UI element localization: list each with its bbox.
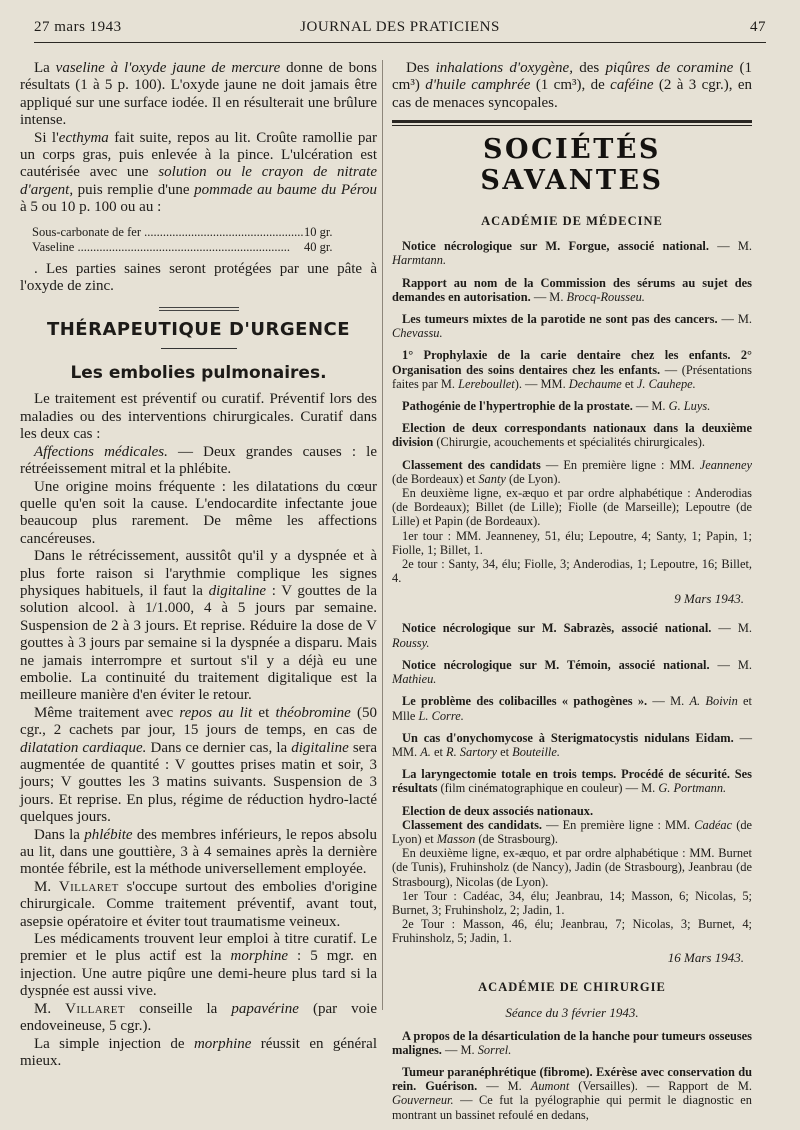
article-title: Les embolies pulmonaires. — [70, 363, 327, 384]
entry: Notice nécrologique sur M. Témoin, associé national. — M. Mathieu. — [392, 657, 752, 687]
section-banner: SOCIÉTÉS SAVANTES — [480, 134, 664, 197]
session-date: 9 Mars 1943. — [674, 591, 744, 607]
entry: La laryngectomie totale en trois temps. Procédé de sécurité. Ses résultats (film cinématographique en couleur) — M. G. Portmann. — [392, 767, 752, 796]
classement-block — [392, 458, 752, 586]
entry: Election de deux correspondants nationaux dans la deuxième division (Chirurgie, acouchements et spécialités chirurgicales). — [392, 421, 752, 450]
entry: Classement des candidats. — En première ligne : MM. Cadéac (de Lyon) et Masson (de Strasbourg). — [392, 817, 753, 846]
paragraph-morphine: La simple injection de morphine réussit en général mieux. — [20, 1035, 377, 1069]
paragraph-intro: Le traitement est préventif ou curatif. Préventif lors des maladies ou des interventions chirurgicales. Curatif dans les deux cas : — [20, 391, 377, 443]
paragraph-inhalations: Des inhalations d'oxygène, des piqûres de coramine (1 cm³) d'huile camphrée (1 cm³), de caféine (2 à 3 cgr.), en cas de menaces syncopales. — [392, 60, 753, 111]
paragraph-villaret-1: M. Villaret s'occupe surtout des embolies d'origine chirurgicale. Comme traitement préventif, avant tout, asepsie opératoire et éviter tout traumatisme veineux. — [20, 878, 377, 930]
session-date: 16 Mars 1943. — [667, 949, 744, 965]
classement-block — [392, 804, 752, 946]
paragraph-ecthyma: Si l'ecthyma fait suite, repos au lit. Croûte ramollie par un corps gras, puis enlevée à la pince. L'ulcération est cautérisée avec une solution ou le crayon de nitrate d'argent, puis remplie d'une pommade au baume du Pérou à 5 ou 10 p. 100 ou au : — [20, 129, 377, 216]
section-title-rule — [161, 348, 237, 349]
academy-heading: ACADÉMIE DE CHIRURGIE — [478, 979, 666, 994]
entry: A propos de la désarticulation de la hanche pour tumeurs osseuses malignes. — M. Sorrel. — [392, 1028, 752, 1057]
banner-top-rule — [392, 120, 752, 123]
entry: Un cas d'onychomycose à Sterigmatocystis nidulans Eidam. — MM. A. et R. Sartory et Bouteille. — [392, 730, 752, 759]
entry-detail: En deuxième ligne, ex-æquo, et par ordre alphabétique : MM. Burnet (de Tunis), Fruhinsholz (de Nancy), Jadin (de Strasbourg), Jeanbrau (de Strasbourg), Nicolas (de Lyon). — [392, 846, 752, 889]
prescription-list — [32, 225, 377, 255]
paragraph-retrecissement: Dans le rétrécissement, aussitôt qu'il y a dyspnée et à plus forte raison si l'arythmie complique les signes physiques habituels, il faut la digitaline : V gouttes de la solution alcool. à 1/1.000, 4 à 5 jours par semaine. Suspension de 2 à 3 jours. Et reprise. Réduire la dose de V gouttes à 3 jours par semaine si la dyspnée a disparu. Mais ne jamais interrompre et surtout s'il y a déjà eu une embolie. La continuité du traitement digitalique est la meilleure manière d'en éviter le retour. — [20, 548, 377, 704]
academy-heading: ACADÉMIE DE MÉDECINE — [481, 214, 663, 229]
section-title: THÉRAPEUTIQUE D'URGENCE — [46, 319, 351, 341]
prescription-line: Sous-carbonate de fer ..... 10 gr. — [32, 225, 377, 240]
paragraph-zinc: . Les parties saines seront protégées par une pâte à l'oxyde de zinc. — [20, 260, 377, 295]
paragraph-medicaments: Les médicaments trouvent leur emploi à titre curatif. Le premier et le plus actif est la morphine : 5 mgr. en injection. Une autre piqûre une demi-heure plus tard si la dyspnée est aussi vive. — [20, 931, 377, 1000]
paragraph-phlebite: Dans la phlébite des membres inférieurs, le repos absolu au lit, dans une gouttière, 3 à 4 semaines après la dernière montée fébrile, est la méthode universellement employée. — [20, 826, 378, 878]
paragraph-villaret-2: M. Villaret conseille la papavérine (par voie endoveineuse, 5 cgr.). — [20, 1000, 377, 1035]
session-heading: Séance du 3 février 1943. — [505, 1004, 639, 1020]
entry: Notice nécrologique sur M. Forgue, associé national. — M. Harmtann. — [392, 239, 753, 268]
header-page-number: 47 — [750, 19, 766, 35]
entry: Tumeur paranéphrétique (fibrome). Exérèse avec conservation du rein. Guérison. — M. Aumont (Versailles). — Rapport de M. Gouverneur. — Ce fut la pyélographie qui permit le diagnostic en montrant un bassinet refoulé en dedans, — [392, 1064, 752, 1122]
entry-detail: 2e Tour : Masson, 46, élu; Jeanbrau, 7; Nicolas, 3; Burnet, 4; Fruhinsholz, 5; Jadin, 1. — [392, 917, 752, 946]
paragraph-affections: Affections médicales. — Deux grandes causes : le rétréeissement mitral et la phlébite. — [20, 443, 377, 478]
section-ornament-rule — [159, 307, 239, 311]
header-date: 27 mars 1943 — [34, 19, 122, 35]
right-column — [392, 60, 752, 1130]
entry: Le problème des colibacilles « pathogènes ». — M. A. Boivin et Mlle L. Corre. — [392, 694, 752, 723]
banner-top-rule-thin — [392, 125, 752, 126]
entry: Rapport au nom de la Commission des sérums au sujet des demandes en autorisation. — M. Brocq-Rousseu. — [392, 275, 752, 304]
entry: Pathogénie de l'hypertrophie de la prostate. — M. G. Luys. — [402, 399, 711, 414]
entry: Election de deux associés nationaux. — [402, 803, 594, 818]
entry-detail: 1er tour : MM. Jeanneney, 51, élu; Lepoutre, 4; Santy, 1; Papin, 1; Fiolle, 1; Billet, 1. — [392, 528, 752, 557]
left-column — [20, 60, 377, 1070]
column-divider — [382, 60, 383, 1010]
paragraph-origin: Une origine moins fréquente : les dilatations du cœur quelle qu'en soit la cause. L'endocardite infectante joue beaucoup plus rarement. De même les affections cancéreuses. — [20, 478, 377, 547]
prescription-line: Vaseline ..... 40 gr. — [32, 240, 377, 255]
entry-detail: En deuxième ligne, ex-æquo et par ordre alphabétique : Anderodias (de Bordeaux); Billet (de Lille); Fiolle (de Marseille); Lepoutre (de Lille) et Papin (de Bordeaux). — [392, 486, 752, 529]
entry: 1° Prophylaxie de la carie dentaire chez les enfants. 2° Organisation des soins dentaires chez les enfants. — (Présentations faites par M. Lereboullet). — MM. Dechaume et J. Cauhepe. — [392, 348, 752, 391]
entry-detail: 2e tour : Santy, 34, élu; Fiolle, 3; Anderodias, 1; Lepoutre, 16; Billet, 4. — [392, 557, 752, 586]
paragraph-meme-traitement: Même traitement avec repos au lit et théobromine (50 cgr., 2 cachets par jour, 15 jours de temps, en cas de dilatation cardiaque. Dans ce dernier cas, la digitaline sera augmentée de quantité : V gouttes prises matin et soir, 3 jours; V gouttes les 3 matins suivants. Suspension de 3 jours. Et reprise. En plus, régime de réduction hydro-lacté quelques jours. — [20, 704, 378, 826]
entry: Classement des candidats — En première ligne : MM. Jeanneney (de Bordeaux) et Santy (de Lyon). — [392, 457, 752, 486]
paragraph-vaseline: La vaseline à l'oxyde jaune de mercure donne de bons résultats (1 à 5 p. 100). L'oxyde jaune ne doit jamais être appliqué sur une surface iodée. Il en résulterait une brûlure intense. — [20, 60, 377, 129]
entry-detail: 1er Tour : Cadéac, 34, élu; Jeanbrau, 14; Masson, 6; Nicolas, 5; Burnet, 3; Fruhinsholz, 2; Jadin, 1. — [392, 888, 752, 917]
page-header — [34, 16, 766, 43]
entry: Notice nécrologique sur M. Sabrazès, associé national. — M. Roussy. — [392, 621, 752, 650]
entry: Les tumeurs mixtes de la parotide ne sont pas des cancers. — M. Chevassu. — [392, 312, 752, 341]
header-journal-title: JOURNAL DES PRATICIENS — [300, 19, 500, 35]
